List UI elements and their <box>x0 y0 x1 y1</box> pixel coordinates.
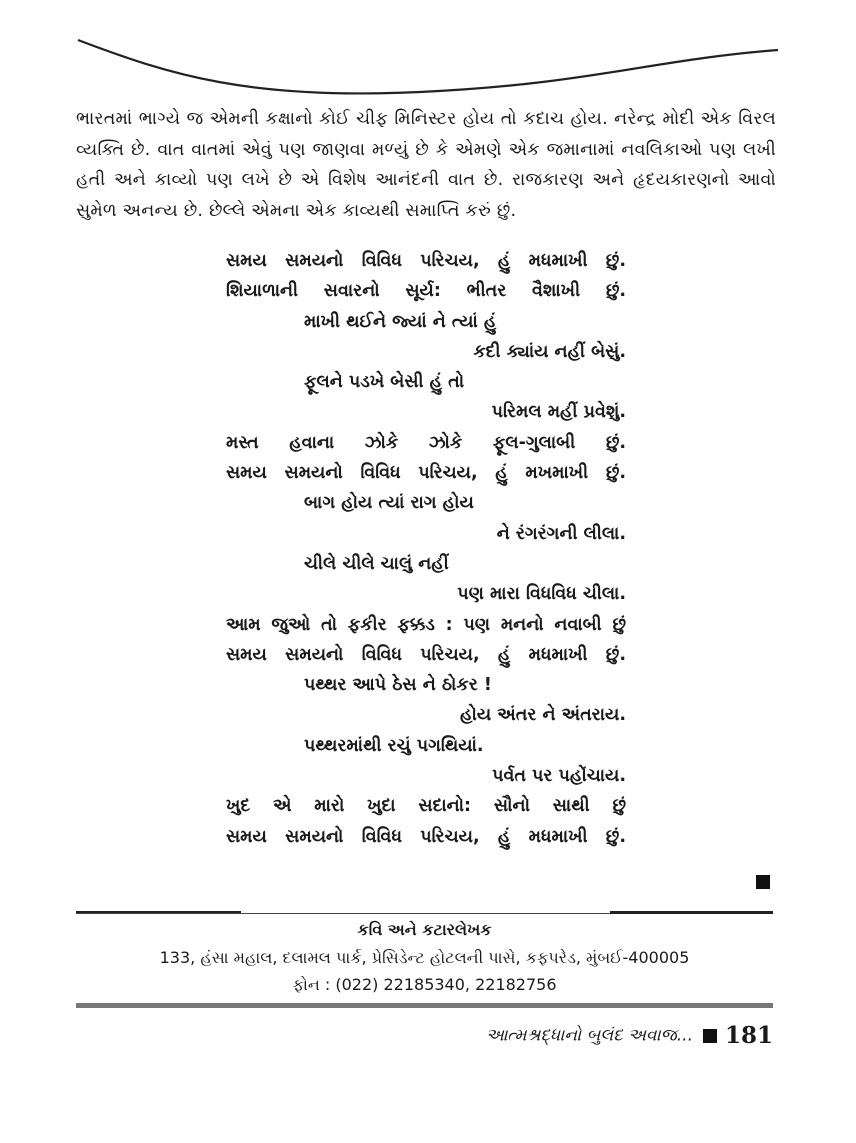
poem-line: માખી થઈને જ્યાં ને ત્યાં હું <box>304 311 497 332</box>
poem-line: ફૂલને પડખે બેસી હું તો <box>304 372 465 393</box>
decorative-wave <box>0 0 856 110</box>
poem-line: સમય સમયનો વિવિધ પરિચય, હું મધમાખી છું. <box>226 251 626 271</box>
poem-line: પર્વત પર પહોંચાય. <box>492 766 626 787</box>
intro-paragraph: ભારતમાં ભાગ્યે જ એમની કક્ષાનો કોઈ ચીફ મિનિસ્ટર હોય તો કદાચ હોય. નરેન્દ્ર મોદી એક વિરલ વ્યક્તિ છે. વાત વાતમાં એવું પણ જાણવા મળ્યું છે કે એમણે એક જમાનામાં નવલિકાઓ પણ લખી હતી અને કાવ્યો પણ લખે છે એ વિશેષ આનંદની વાત છે. રાજકારણ અને હૃદયકારણનો આવો સુમેળ અનન્ય છે. છેલ્લે એમના એક કાવ્યથી સમાપ્તિ કરું છું. <box>76 109 776 221</box>
divider-right-dark <box>610 911 773 914</box>
author-role: કવિ અને કટારલેખક <box>357 920 492 939</box>
page-number: 181 <box>724 1022 773 1049</box>
poem-line: પણ મારા વિધવિધ ચીલા. <box>457 584 626 605</box>
poem-line: બાગ હોય ત્યાં રાગ હોય <box>304 493 474 514</box>
poem-line: ચીલે ચીલે ચાલું નહીં <box>304 553 449 574</box>
poem-line: આમ જુઓ તો ફકીર ફક્કડ : પણ મનનો નવાબી છું <box>226 614 626 635</box>
poem-line: સમય સમયનો વિવિધ પરિચય, હું મધમાખી છું. <box>226 644 626 665</box>
poem-line: સમય સમયનો વિવિધ પરિચય, હું મધમાખી છું. <box>226 826 626 847</box>
divider-bottom <box>76 1003 773 1008</box>
poem <box>226 246 626 852</box>
poem-line: શિયાળાની સવારનો સૂર્ય: ભીતર વૈશાખી છું. <box>226 281 626 302</box>
author-address: 133, હંસા મહાલ, દલામલ પાર્ક, પ્રેસિડેન્ટ હોટલની પાસે, કફપરેડ, મુંબઈ-400005 <box>159 948 690 967</box>
poem-line: ખુદ એ મારો ખુદા સદાનો: સૌનો સાથી છું <box>226 796 626 817</box>
poem-line: પથ્થર આપે ઠેસ ને ઠોકર ! <box>304 675 492 696</box>
book-title: આત્મશ્રદ્ધાનો બુલંદ અવાજ... <box>485 1025 693 1046</box>
end-square-mark <box>756 875 770 889</box>
footer-square-mark <box>703 1029 717 1043</box>
poem-line: હોય અંતર ને અંતરાય. <box>460 705 626 726</box>
page-footer <box>430 1022 773 1049</box>
author-phone: ફોન : (022) 22185340, 22182756 <box>292 975 557 994</box>
poem-line: મસ્ત હવાના ઝોકે ઝોકે ફૂલ-ગુલાબી છું. <box>226 432 626 453</box>
author-info <box>76 916 773 998</box>
poem-line: ને રંગરંગની લીલા. <box>496 523 626 544</box>
poem-line: પથ્થરમાંથી રચું પગથિયાં. <box>304 735 484 756</box>
poem-line: પરિમલ મહીં પ્રવેશું. <box>491 402 626 423</box>
poem-line: સમય સમયનો વિવિધ પરિચય, હું મખમાખી છું. <box>226 463 626 484</box>
poem-line: કદી ક્યાંય નહીં બેસું. <box>473 341 626 362</box>
